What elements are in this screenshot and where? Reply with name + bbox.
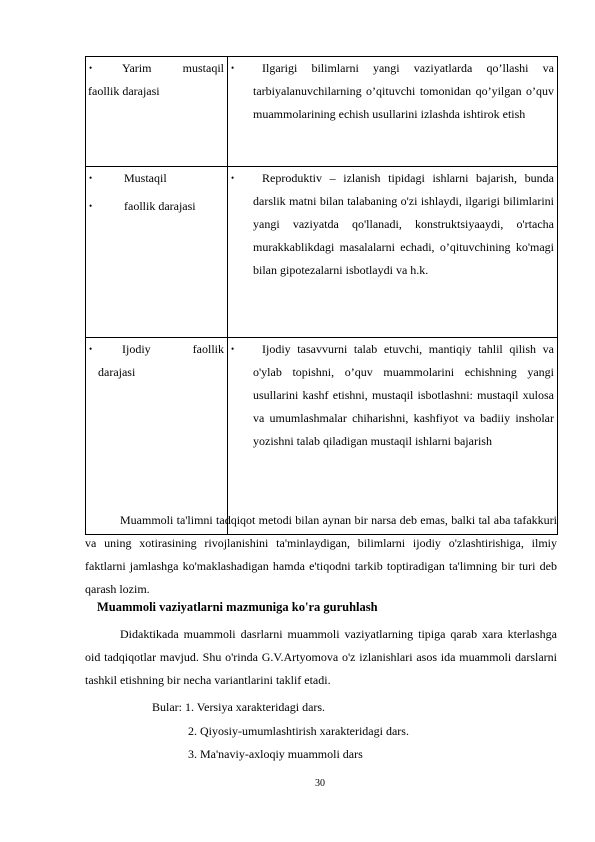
paragraph-problem-learning xyxy=(85,509,557,601)
bullet-icon: • xyxy=(231,344,235,354)
table-row xyxy=(86,338,558,535)
level-name-line1: Yarim mustaqil xyxy=(122,61,224,75)
level-description: Ijodiy tasavvurni talab etuvchi, mantiqiy tahlil qilish va o'ylab topishni, o’quv muammolarini echishning yangi usullarini kashf etishni, mustaqil isbotlashni: mustaqil xulosa va umumlashmalar chiharishni, kashfiyot va badiiy insholar yozishni talab qiladigan mustaqil ishlarni bajarish xyxy=(253,342,554,448)
table-row xyxy=(86,57,558,167)
paragraph-text: Didaktikada muammoli dasrlarni muammoli vaziyatlarning tipiga qarab xara kterlashga oid tadqiqotlar mavjud. Shu o'rinda G.V.Artyomova o'z izlanishlari asos ida muammoli darslarni tashkil etishning bir necha variantlarini taklif etadi. xyxy=(85,627,557,687)
bullet-icon: • xyxy=(89,63,93,73)
paragraph-text: Muammoli ta'limni tadqiqot metodi bilan aynan bir narsa deb emas, balki tal aba tafakkuri va uning xotirasining rivojlanishini ta'minlaydigan, bilimlarni ijodiy o'zlashtirishiga, ilmiy faktlarni jamlashga ko'maklashadigan hamda e'tiqodni tarkib toptiradigan ta'limning bir turi deb qarash lozim. xyxy=(85,513,557,596)
level-name-line2: faollik darajasi xyxy=(124,199,196,213)
bullet-icon: • xyxy=(89,173,93,183)
lesson-type-item-2: 2. Qiyosiy-umumlashtirish xarakteridagi dars. xyxy=(188,724,409,738)
paragraph-didactics xyxy=(85,623,557,692)
lesson-type-list-intro: Bular: 1. Versiya xarakteridagi dars. xyxy=(152,700,326,714)
level-name-line1: Mustaqil xyxy=(124,171,167,185)
level-name-line2: faollik darajasi xyxy=(88,84,160,98)
level-name-cell xyxy=(86,57,228,167)
level-description-cell xyxy=(228,338,558,535)
level-name-cell xyxy=(86,338,228,535)
level-name-cell xyxy=(86,167,228,338)
level-name-line2: darajasi xyxy=(98,365,136,379)
page-number: 30 xyxy=(315,778,325,789)
lesson-type-item-3: 3. Ma'naviy-axloqiy muammoli dars xyxy=(188,747,363,761)
bullet-icon: • xyxy=(89,344,93,354)
section-heading: Muammoli vaziyatlarni mazmuniga ko'ra guruhlash xyxy=(97,600,378,614)
level-description-cell xyxy=(228,167,558,338)
bullet-icon: • xyxy=(89,201,93,211)
activity-levels-table xyxy=(85,56,558,535)
level-description: Ilgarigi bilimlarni yangi vaziyatlarda qo’llashi va tarbiyalanuvchilarning o’qituvchi tomonidan qo’yilgan o’quv muammolarining echish usullarini izlashda ishtirok etish xyxy=(253,61,554,121)
bullet-icon: • xyxy=(231,63,235,73)
level-description-cell xyxy=(228,57,558,167)
level-name-line1: Ijodiy faollik xyxy=(122,342,224,356)
level-description: Reproduktiv – izlanish tipidagi ishlarni bajarish, bunda darslik matni bilan talabaning o'zi ishlaydi, ilgarigi bilimlarini yangi vaziyatda qo'llanadi, konstruktsiyaaydi, o'rtacha murakkablikdagi masalalarni echadi, o’qituvchining ko'magi bilan gipotezalarni isbotlaydi va h.k. xyxy=(253,171,554,277)
table-row xyxy=(86,167,558,338)
bullet-icon: • xyxy=(231,173,235,183)
